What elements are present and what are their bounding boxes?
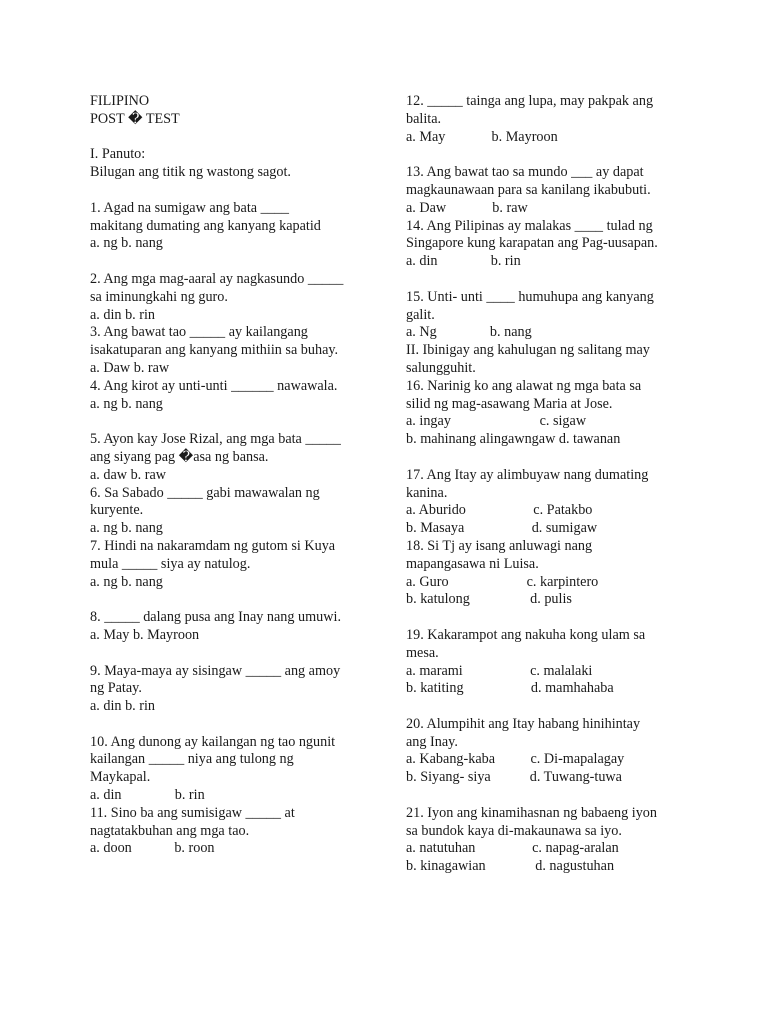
text-line: 7. Hindi na nakaramdam ng gutom si Kuya <box>90 537 336 554</box>
text-line: makitang dumating ang kanyang kapatid <box>90 217 321 234</box>
text-line: a. Ng b. nang <box>406 324 532 341</box>
left-column-lines <box>90 129 390 859</box>
right-column-lines <box>406 93 696 876</box>
text-line: 12. _____ tainga ang lupa, may pakpak ang <box>406 93 654 109</box>
blank-line <box>90 182 390 200</box>
text-line: a. marami c. malalaki <box>406 662 593 679</box>
blank-line <box>90 716 390 734</box>
text-line: a. din b. rin <box>90 306 156 323</box>
text-line: nagtatakbuhan ang mga tao. <box>90 822 250 839</box>
text-line: 9. Maya-maya ay sisingaw _____ ang amoy <box>90 662 341 679</box>
text-line: a. ng b. nang <box>90 520 163 537</box>
text-line: 16. Narinig ko ang alawat ng mga bata sa <box>406 377 642 394</box>
text-line: Singapore kung karapatan ang Pag-uusapan. <box>406 235 658 252</box>
blank-line <box>90 413 390 431</box>
text-line: 18. Si Tj ay isang anluwagi nang <box>406 537 593 554</box>
text-line: a. din b. rin <box>90 787 205 804</box>
text-line: 3. Ang bawat tao _____ ay kailangang <box>90 324 308 341</box>
blank-line <box>406 449 696 467</box>
text-line: ang Inay. <box>406 733 458 750</box>
blank-line <box>90 129 390 147</box>
text-line: Bilugan ang titik ng wastong sagot. <box>90 164 291 181</box>
text-line: isakatuparan ang kanyang mithiin sa buhay. <box>90 342 339 359</box>
text-line: 6. Sa Sabado _____ gabi mawawalan ng <box>90 484 320 501</box>
text-line: a. Kabang-kaba c. Di-mapalagay <box>406 751 625 768</box>
text-line: 4. Ang kirot ay unti-unti ______ nawawala. <box>90 377 338 394</box>
blank-line <box>406 146 696 164</box>
text-line: a. daw b. raw <box>90 466 167 483</box>
text-line: a. Aburido c. Patakbo <box>406 502 593 519</box>
text-line: a. din b. rin <box>90 698 156 715</box>
blank-line <box>406 787 696 805</box>
text-line: 20. Alumpihit ang Itay habang hinihintay <box>406 715 641 732</box>
text-line: b. katulong d. pulis <box>406 591 572 608</box>
text-line: 17. Ang Itay ay alimbuyaw nang dumating <box>406 466 649 483</box>
text-line: galit. <box>406 306 435 323</box>
text-line: kailangan _____ niya ang tulong ng <box>90 751 294 768</box>
text-line: kanina. <box>406 484 448 501</box>
text-line: mapangasawa ni Luisa. <box>406 555 539 572</box>
blank-line <box>406 698 696 716</box>
text-line: a. ingay c. sigaw <box>406 413 587 430</box>
text-line: 1. Agad na sumigaw ang bata ____ <box>90 199 289 216</box>
text-line: a. din b. rin <box>406 253 521 270</box>
text-line: 5. Ayon kay Jose Rizal, ang mga bata _____ <box>90 431 341 448</box>
text-line: 2. Ang mga mag-aaral ay nagkasundo _____ <box>90 270 344 287</box>
document-test-name: POST � TEST <box>90 110 180 127</box>
text-line: mula _____ siya ay natulog. <box>90 555 251 572</box>
text-line: mesa. <box>406 644 439 661</box>
text-line: a. Daw b. raw <box>406 199 528 216</box>
text-line: 15. Unti- unti ____ humuhupa ang kanyang <box>406 288 654 305</box>
text-line: sa iminungkahi ng guro. <box>90 288 228 305</box>
text-line: kuryente. <box>90 502 144 519</box>
text-line: b. Masaya d. sumigaw <box>406 520 598 537</box>
text-line: sa bundok kaya di-makaunawa sa iyo. <box>406 822 622 839</box>
text-line: II. Ibinigay ang kahulugan ng salitang may <box>406 342 650 359</box>
text-line: salungguhit. <box>406 359 476 376</box>
blank-line <box>406 609 696 627</box>
text-line: a. May b. Mayroon <box>90 626 200 643</box>
text-line: 11. Sino ba ang sumisigaw _____ at <box>90 804 295 821</box>
text-line: b. mahinang alingawngaw d. tawanan <box>406 431 621 448</box>
blank-line <box>406 271 696 289</box>
text-line: a. ng b. nang <box>90 235 163 252</box>
text-line: a. doon b. roon <box>90 840 215 857</box>
blank-line <box>90 645 390 663</box>
blank-line <box>90 253 390 271</box>
left-column <box>90 93 390 858</box>
text-line: silid ng mag-asawang Maria at Jose. <box>406 395 613 412</box>
text-line: 14. Ang Pilipinas ay malakas ____ tulad ng <box>406 217 653 234</box>
text-line: 10. Ang dunong ay kailangan ng tao ngunit <box>90 733 336 750</box>
text-line: 8. _____ dalang pusa ang Inay nang umuwi. <box>90 609 341 626</box>
text-line: 21. Iyon ang kinamihasnan ng babaeng iyon <box>406 804 657 821</box>
text-line: b. kinagawian d. nagustuhan <box>406 858 615 875</box>
text-line: ang siyang pag �asa ng bansa. <box>90 448 269 465</box>
text-line: a. natutuhan c. napag-aralan <box>406 840 619 857</box>
text-line: ng Patay. <box>90 680 142 697</box>
text-line: a. May b. Mayroon <box>406 128 558 145</box>
text-line: Maykapal. <box>90 769 151 786</box>
text-line: b. katiting d. mamhahaba <box>406 680 614 697</box>
text-line: 19. Kakarampot ang nakuha kong ulam sa <box>406 626 646 643</box>
text-line: a. ng b. nang <box>90 395 163 412</box>
text-line: magkaunawaan para sa kanilang ikabubuti. <box>406 181 651 198</box>
text-line: b. Siyang- siya d. Tuwang-tuwa <box>406 769 622 786</box>
text-line: a. ng b. nang <box>90 573 163 590</box>
text-line: a. Daw b. raw <box>90 359 170 376</box>
document-subject: FILIPINO <box>90 93 150 109</box>
right-column <box>406 93 696 876</box>
text-line: a. Guro c. karpintero <box>406 573 599 590</box>
blank-line <box>90 591 390 609</box>
text-line: I. Panuto: <box>90 146 146 163</box>
text-line: 13. Ang bawat tao sa mundo ___ ay dapat <box>406 164 644 181</box>
text-line: balita. <box>406 110 442 127</box>
